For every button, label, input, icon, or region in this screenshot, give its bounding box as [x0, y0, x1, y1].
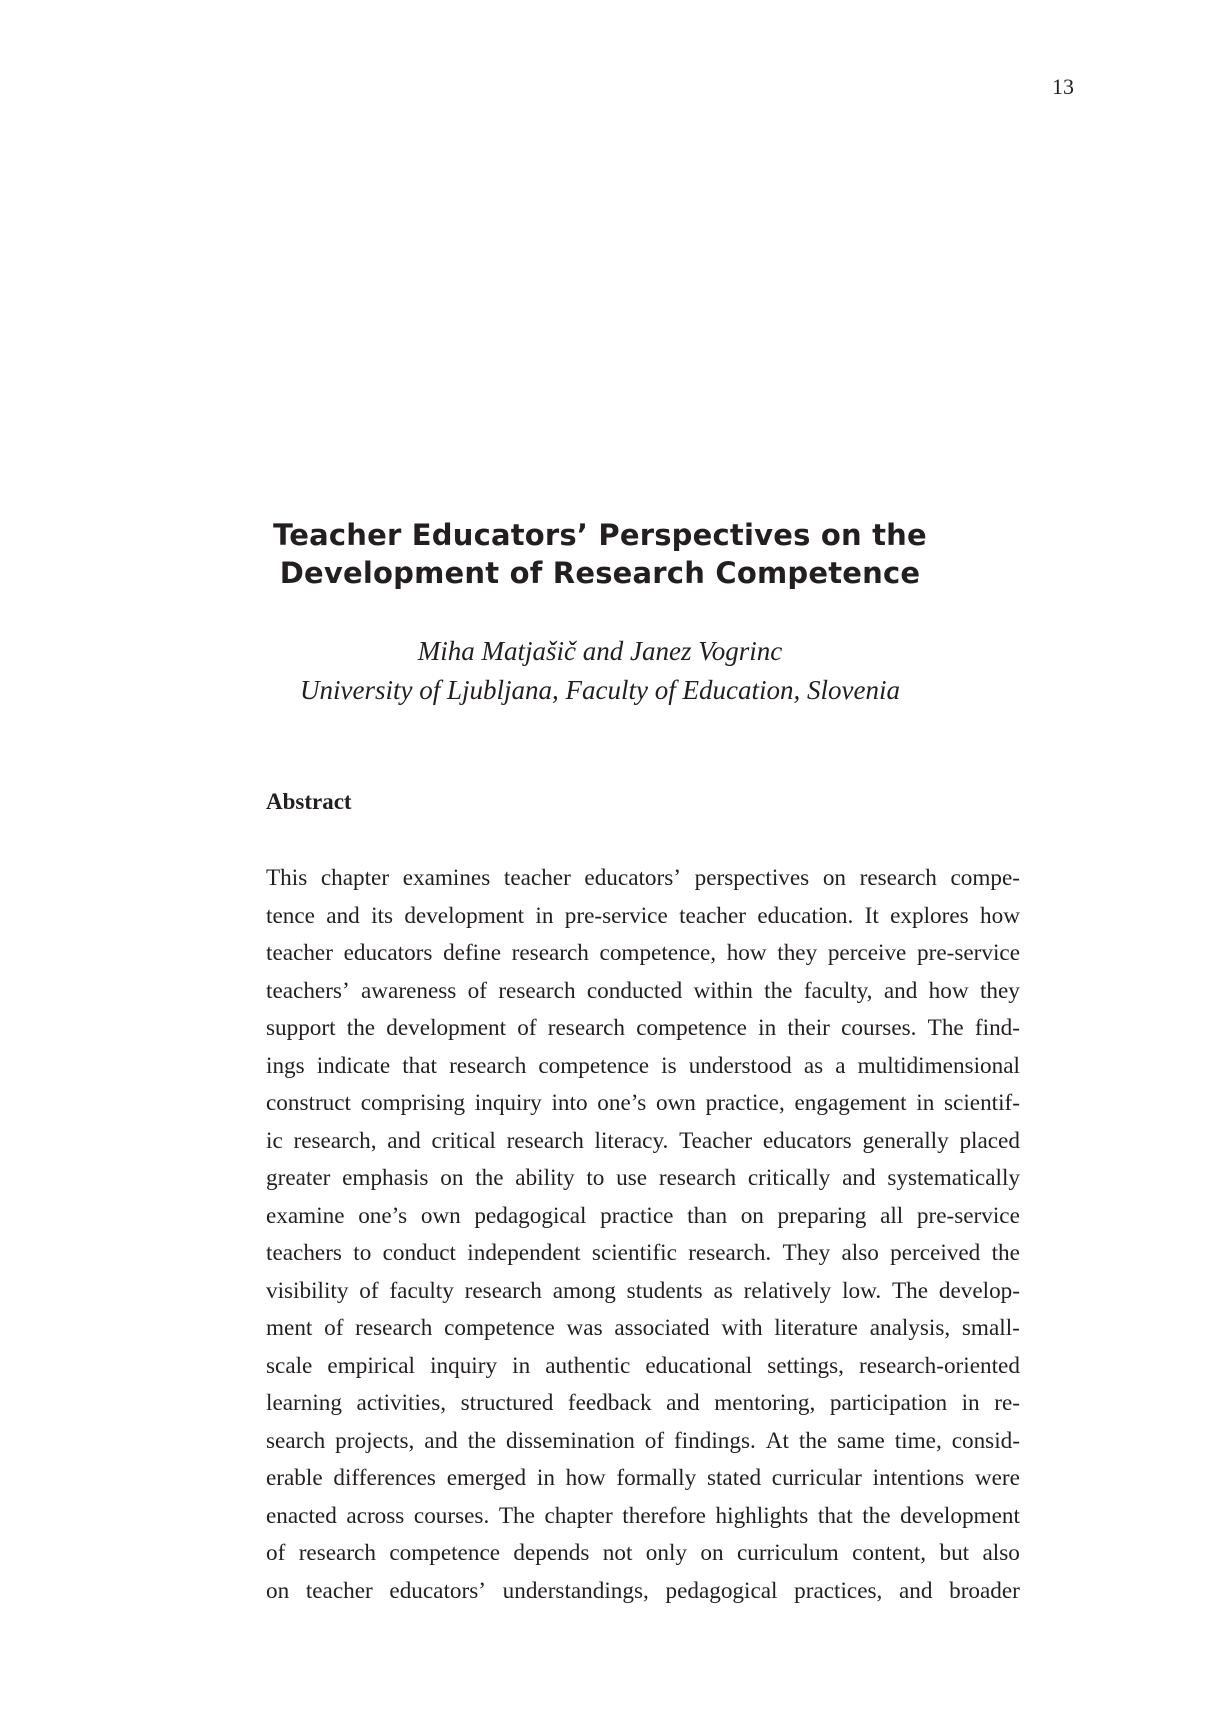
abstract-line: support the development of research competence in their courses. The find- [266, 1015, 1020, 1041]
abstract-line: on teacher educators’ understandings, pedagogical practices, and broader [266, 1577, 1020, 1604]
abstract-line: learning activities, structured feedback and mentoring, participation in re- [266, 1390, 1020, 1416]
abstract-line: construct comprising inquiry into one’s own practice, engagement in scientif- [266, 1090, 1020, 1116]
abstract-line: teacher educators define research competence, how they perceive pre-service [266, 940, 1020, 966]
abstract-line: of research competence depends not only on curriculum content, but also [266, 1540, 1020, 1566]
abstract-line: tence and its development in pre-service teacher education. It explores how [266, 902, 1020, 929]
abstract-line: teachers’ awareness of research conducted within the faculty, and how they [266, 977, 1020, 1004]
abstract-line: ic research, and critical research literacy. Teacher educators generally placed [266, 1127, 1020, 1154]
abstract-line: enacted across courses. The chapter therefore highlights that the development [266, 1502, 1020, 1529]
page-number: 13 [1052, 74, 1074, 99]
abstract-line: teachers to conduct independent scientific research. They also perceived the [266, 1240, 1020, 1266]
abstract-line: This chapter examines teacher educators’ perspectives on research compe- [266, 865, 1020, 891]
abstract-line: ment of research competence was associated with literature analysis, small- [266, 1315, 1020, 1341]
authors: Miha Matjašič and Janez Vogrinc [417, 636, 783, 666]
author-block [220, 632, 980, 710]
affiliation: University of Ljubljana, Faculty of Education, Slovenia [300, 675, 900, 705]
abstract-line: search projects, and the dissemination of findings. At the same time, consid- [266, 1427, 1020, 1454]
abstract-line: scale empirical inquiry in authentic educational settings, research-oriented [266, 1352, 1020, 1379]
abstract-line: erable differences emerged in how formally stated curricular intentions were [266, 1465, 1020, 1491]
chapter-title [220, 516, 980, 592]
abstract-body [266, 860, 1020, 1610]
chapter-title-line: Teacher Educators’ Perspectives on the [273, 518, 927, 552]
abstract-line: ings indicate that research competence is understood as a multidimensional [266, 1052, 1020, 1079]
abstract-line: visibility of faculty research among students as relatively low. The develop- [266, 1277, 1020, 1304]
abstract-line: examine one’s own pedagogical practice than on preparing all pre-service [266, 1202, 1020, 1229]
abstract-heading: Abstract [266, 789, 352, 814]
chapter-title-line: Development of Research Competence [279, 556, 921, 590]
abstract-line: greater emphasis on the ability to use research critically and systematically [266, 1165, 1020, 1191]
